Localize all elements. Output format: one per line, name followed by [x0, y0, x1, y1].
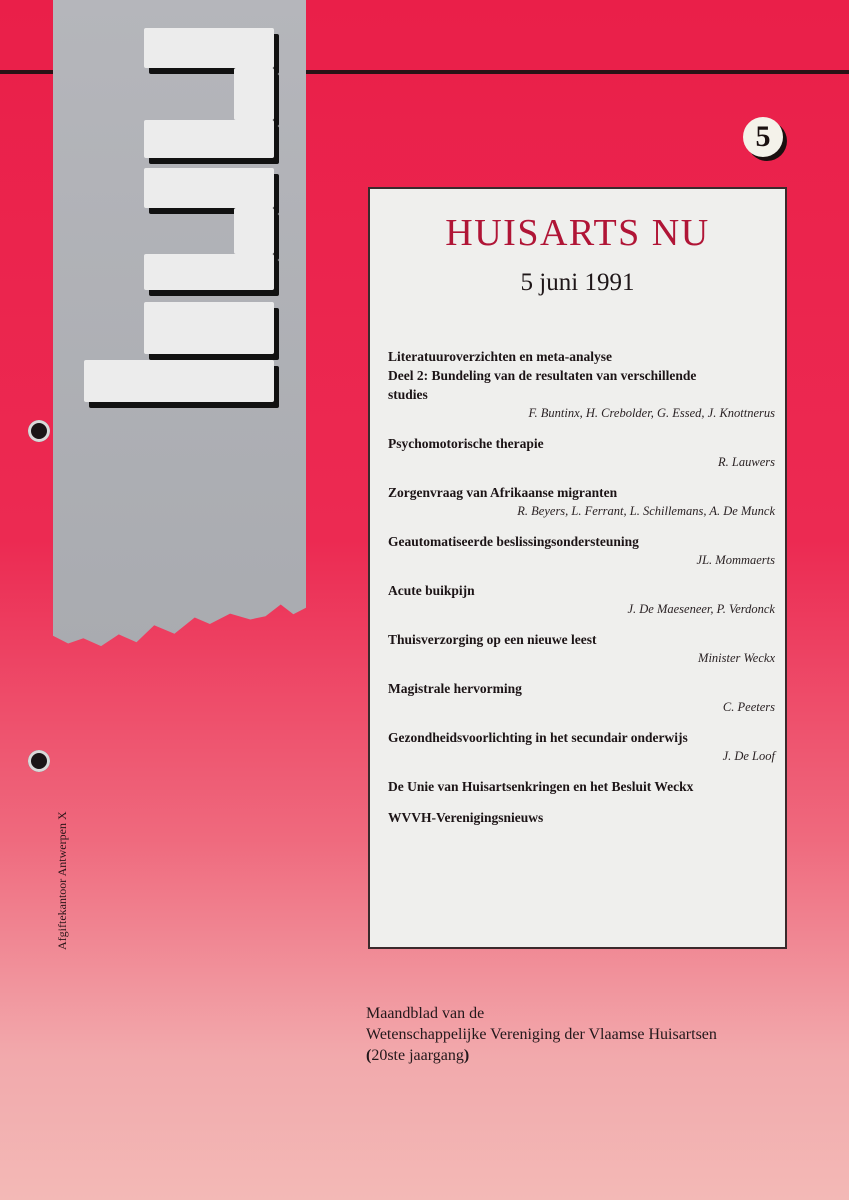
footer-volume	[366, 1045, 806, 1066]
footer-line: Wetenschappelijke Vereniging der Vlaamse Huisartsen	[366, 1026, 717, 1043]
magazine-title: HUISARTS NU	[445, 212, 710, 254]
publisher-footer	[366, 1003, 806, 1066]
toc-title: Gezondheidsvoorlichting in het secundair onderwijs	[388, 730, 688, 745]
toc-authors: J. De Maeseneer, P. Verdonck	[627, 602, 775, 616]
toc-authors: R. Lauwers	[718, 455, 775, 469]
toc-title: Geautomatiseerde beslissingsondersteuning	[388, 534, 639, 549]
toc-authors: Minister Weckx	[698, 651, 775, 665]
toc-title: studies	[388, 387, 428, 402]
binder-hole-bottom	[28, 750, 50, 772]
toc-title: Psychomotorische therapie	[388, 436, 544, 451]
toc-title: Zorgenvraag van Afrikaanse migranten	[388, 485, 618, 500]
toc-entry[interactable]	[388, 808, 775, 827]
toc-title: De Unie van Huisartsenkringen en het Besluit Weckx	[388, 779, 694, 794]
hanu-logo	[84, 28, 284, 408]
toc-entry[interactable]	[388, 434, 775, 471]
toc-entry[interactable]	[388, 532, 775, 569]
toc-entry[interactable]	[388, 728, 775, 765]
toc-authors: R. Beyers, L. Ferrant, L. Schillemans, A. De Munck	[517, 504, 775, 518]
toc-entry[interactable]	[388, 630, 775, 667]
bracket-left-icon: (	[366, 1047, 372, 1064]
issue-number-badge: 5	[743, 117, 783, 157]
toc-title: Literatuuroverzichten en meta-analyse	[388, 349, 612, 364]
toc-title: Thuisverzorging op een nieuwe leest	[388, 632, 597, 647]
contents-box	[368, 187, 787, 949]
toc-entry[interactable]	[388, 347, 775, 422]
table-of-contents	[388, 347, 775, 835]
volume-text: 20ste jaargang	[371, 1047, 464, 1064]
toc-title: WVVH-Verenigingsnieuws	[388, 810, 544, 825]
toc-authors: J. De Loof	[722, 749, 775, 763]
toc-title: Deel 2: Bundeling van de resultaten van verschillende	[388, 368, 697, 383]
toc-title: Acute buikpijn	[388, 583, 475, 598]
toc-entry[interactable]	[388, 581, 775, 618]
binder-hole-top	[28, 420, 50, 442]
toc-authors: JL. Mommaerts	[696, 553, 775, 567]
bracket-right-icon: )	[463, 1047, 470, 1064]
footer-line: Maandblad van de	[366, 1005, 485, 1022]
toc-title: Magistrale hervorming	[388, 681, 522, 696]
toc-entry[interactable]	[388, 679, 775, 716]
issue-date: 5 juni 1991	[520, 269, 635, 296]
toc-entry[interactable]	[388, 777, 775, 796]
toc-authors: C. Peeters	[722, 700, 775, 714]
toc-authors: F. Buntinx, H. Crebolder, G. Essed, J. Knottnerus	[528, 406, 775, 420]
toc-entry[interactable]	[388, 483, 775, 520]
postal-mark: Afgiftekantoor Antwerpen X	[55, 811, 69, 950]
